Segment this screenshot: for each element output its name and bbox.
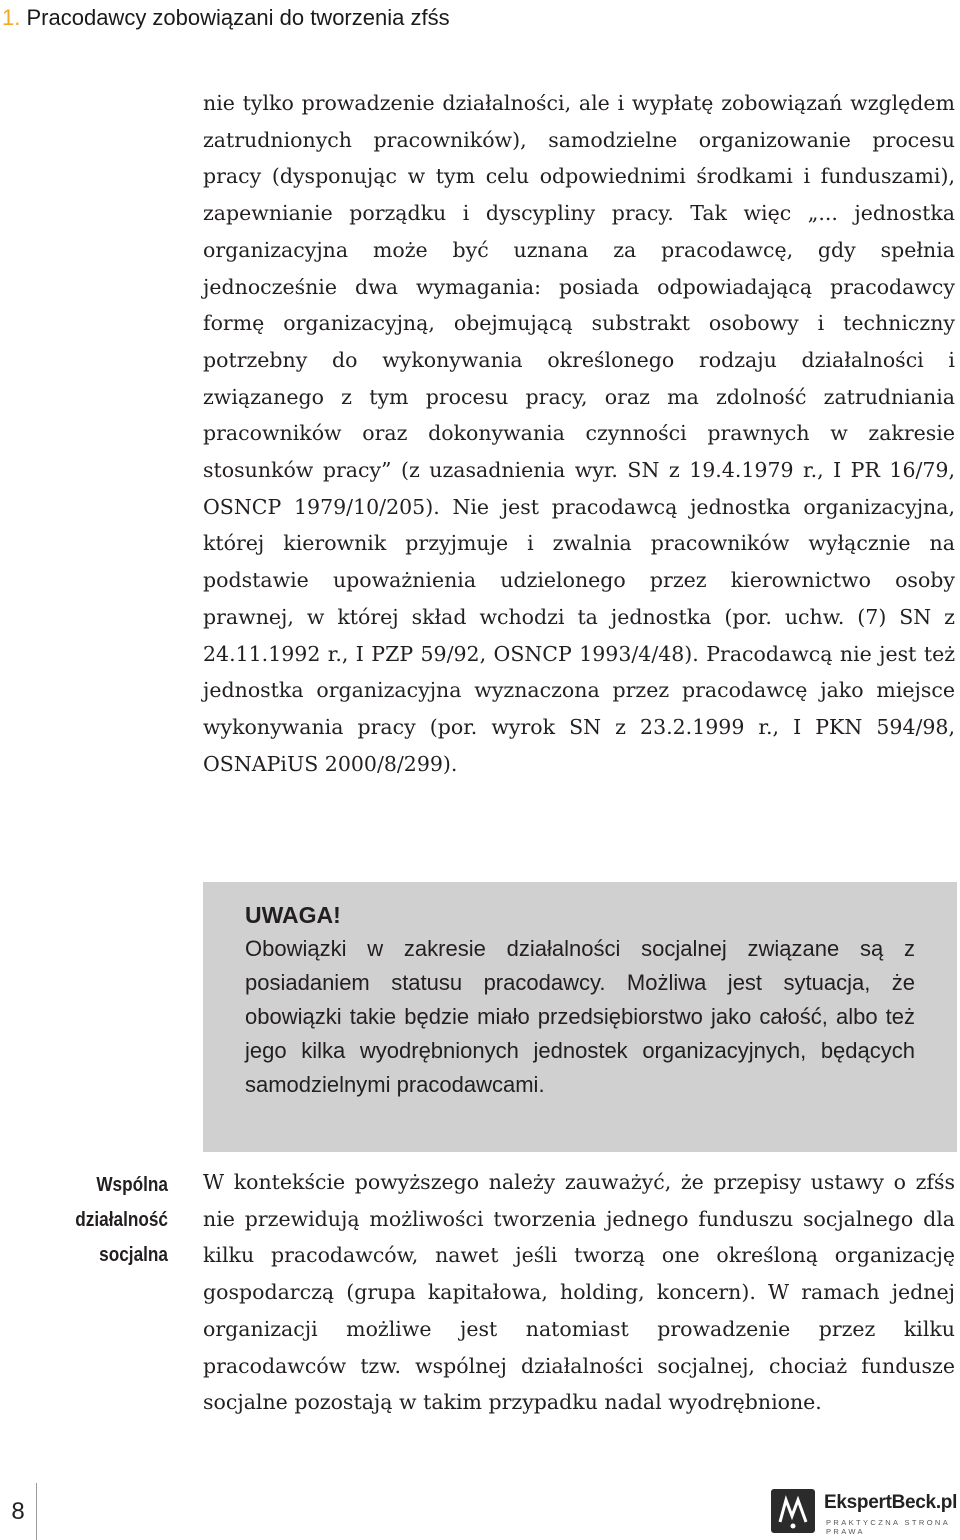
margin-note-line: Wspólna [96,1174,168,1196]
callout-box [203,882,957,1152]
second-text-block [203,1164,955,1421]
margin-note-line: socjalna [99,1244,168,1266]
chapter-title: Pracodawcy zobowiązani do tworzenia zfśs [26,5,450,30]
logo-tagline: PRAKTYCZNA STRONA PRAWA [826,1518,950,1536]
margin-note-line: działalność [75,1209,168,1231]
margin-note [49,1168,168,1273]
main-text-block [203,85,955,782]
callout-title: UWAGA! [245,902,341,928]
running-head [0,0,960,36]
main-paragraph: nie tylko prowadzenie działalności, ale i wypłatę zobowiązań względem zatrudnionych pracowników), samodzielne organizowanie procesu pracy (dysponując w tym celu odpowiednimi środkami i funduszami), zapewnianie porządku i dyscypliny pracy. Tak więc „... jednostka organizacyjna może być uznana za pracodawcę, gdy spełnia jednocześnie dwa wymagania: posiada odpowiadającą pracodawcy formę organizacyjną, obejmującą substrakt osobowy i techniczny potrzebny do wykonywania określonego rodzaju działalności i związanego z tym procesu pracy, oraz ma zdolność zatrudniania pracowników oraz dokonywania czynności prawnych w zakresie stosunków pracy” (z uzasadnienia wyr. SN z 19.4.1979 r., I PR 16/79, OSNCP 1979/10/205). Nie jest pracodawcą jednostka organizacyjna, której kierownik przyjmuje i zwalnia pracowników wyłącznie na podstawie upoważnienia udzielonego przez kierownictwo osoby prawnej, w której skład wchodzi ta jednostka (por. uchw. (7) SN z 24.11.1992 r., I PZP 59/92, OSNCP 1993/4/48). Pracodawcą nie jest też jednostka organizacyjna wyznaczona przez pracodawcę jako miejsce wykonywania pracy (por. wyrok SN z 23.2.1999 r., I PKN 594/98, OSNAPiUS 2000/8/299). [203,91,955,776]
publisher-logo[interactable] [770,1488,956,1534]
chapter-number: 1. [2,5,21,30]
page-number: 8 [0,1483,37,1540]
callout-content [245,898,915,1102]
second-paragraph: W kontekście powyższego należy zauważyć, że przepisy ustawy o zfśs nie przewidują możliwości tworzenia jednego funduszu socjalnego dla kilku pracodawców, nawet jeśli tworzą one określoną organizację gospodarczą (grupa kapitałowa, holding, koncern). W ramach jednej organizacji możliwe jest natomiast prowadzenie przez kilku pracodawców tzw. wspólnej działalności socjalnej, chociaż fundusze socjalne pozostają w takim przypadku nadal wyodrębnione. [203,1170,955,1415]
beck-emblem-icon [770,1488,816,1534]
logo-text: EkspertBeck.pl [824,1492,958,1513]
callout-body: Obowiązki w zakresie działalności socjalnej związane są z posiadaniem statusu pracodawcy. Możliwa jest sytuacja, że obowiązki takie będzie miało przedsiębiorstwo jako całość, albo też jego kilka wyodrębnionych jednostek organizacyjnych, będących samodzielnymi pracodawcami. [245,936,915,1097]
